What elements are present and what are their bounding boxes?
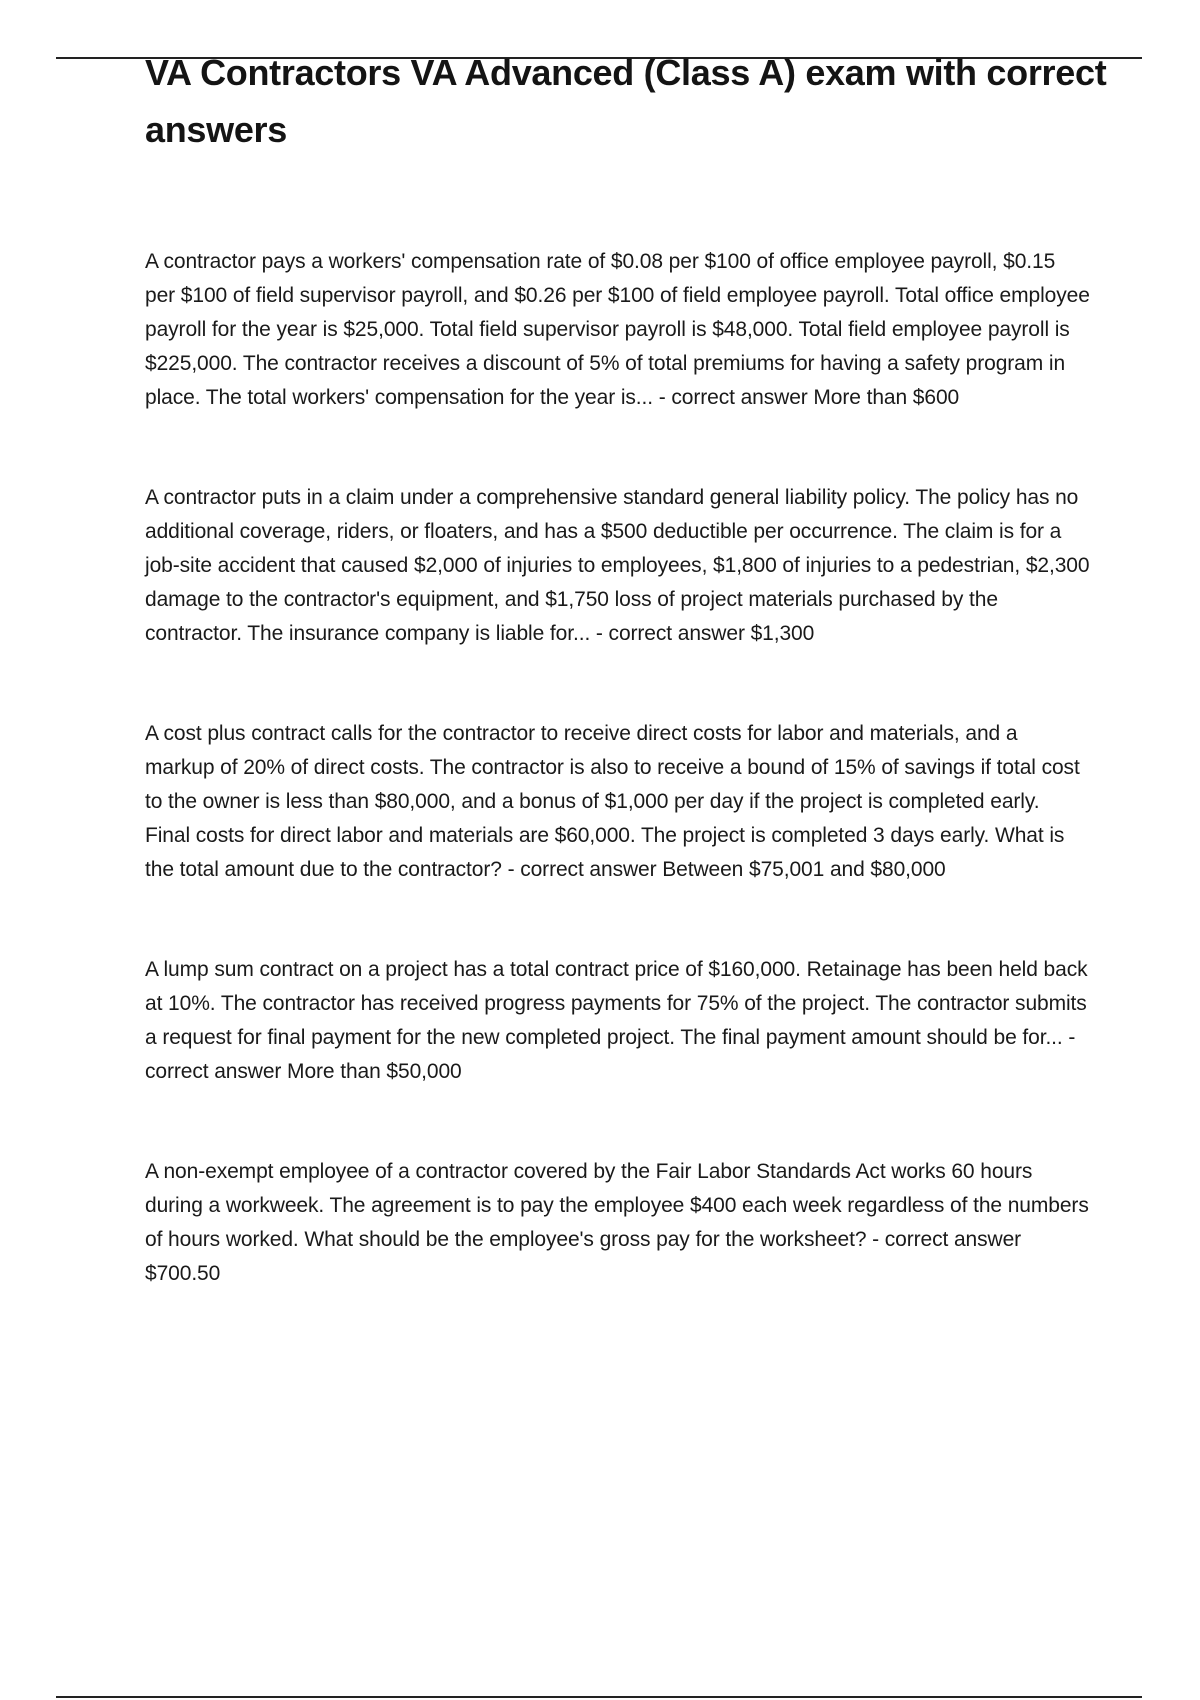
question-3: A cost plus contract calls for the contractor to receive direct costs for labor and materials, and a markup of 20% of direct costs. The contractor is also to receive a bound of 15% of savings if total cost to the owner is less than $80,000, and a bonus of $1,000 per day if the project is completed early. Final costs for direct labor and materials are $60,000. The project is completed 3 days early. What is the total amount due to the contractor? - correct answer Between $75,001 and $80,000: [145, 722, 1080, 881]
bottom-rule: [56, 1696, 1142, 1698]
question-4: A lump sum contract on a project has a total contract price of $160,000. Retainage has been held back at 10%. The contractor has received progress payments for 75% of the project. The contractor submits a request for final payment for the new completed project. The final payment amount should be for... - correct answer More than $50,000: [145, 958, 1088, 1083]
question-list: [145, 245, 1090, 1291]
question-1: A contractor pays a workers' compensation rate of $0.08 per $100 of office employee payroll, $0.15 per $100 of field supervisor payroll, and $0.26 per $100 of field employee payroll. Total office employee payroll for the year is $25,000. Total field supervisor payroll is $48,000. Total field employee payroll is $225,000. The contractor receives a discount of 5% of total premiums for having a safety program in place. The total workers' compensation for the year is... - correct answer More than $600: [145, 250, 1090, 409]
question-2: A contractor puts in a claim under a comprehensive standard general liability policy. The policy has no additional coverage, riders, or floaters, and has a $500 deductible per occurrence. The claim is for a job-site accident that caused $2,000 of injuries to employees, $1,800 of injuries to a pedestrian, $2,300 damage to the contractor's equipment, and $1,750 loss of project materials purchased by the contractor. The insurance company is liable for... - correct answer $1,300: [145, 486, 1090, 645]
document-title: VA Contractors VA Advanced (Class A) exam with correct answers: [145, 52, 1107, 150]
question-5: A non-exempt employee of a contractor covered by the Fair Labor Standards Act works 60 hours during a workweek. The agreement is to pay the employee $400 each week regardless of the numbers of hours worked. What should be the employee's gross pay for the worksheet? - correct answer $700.50: [145, 1160, 1089, 1285]
